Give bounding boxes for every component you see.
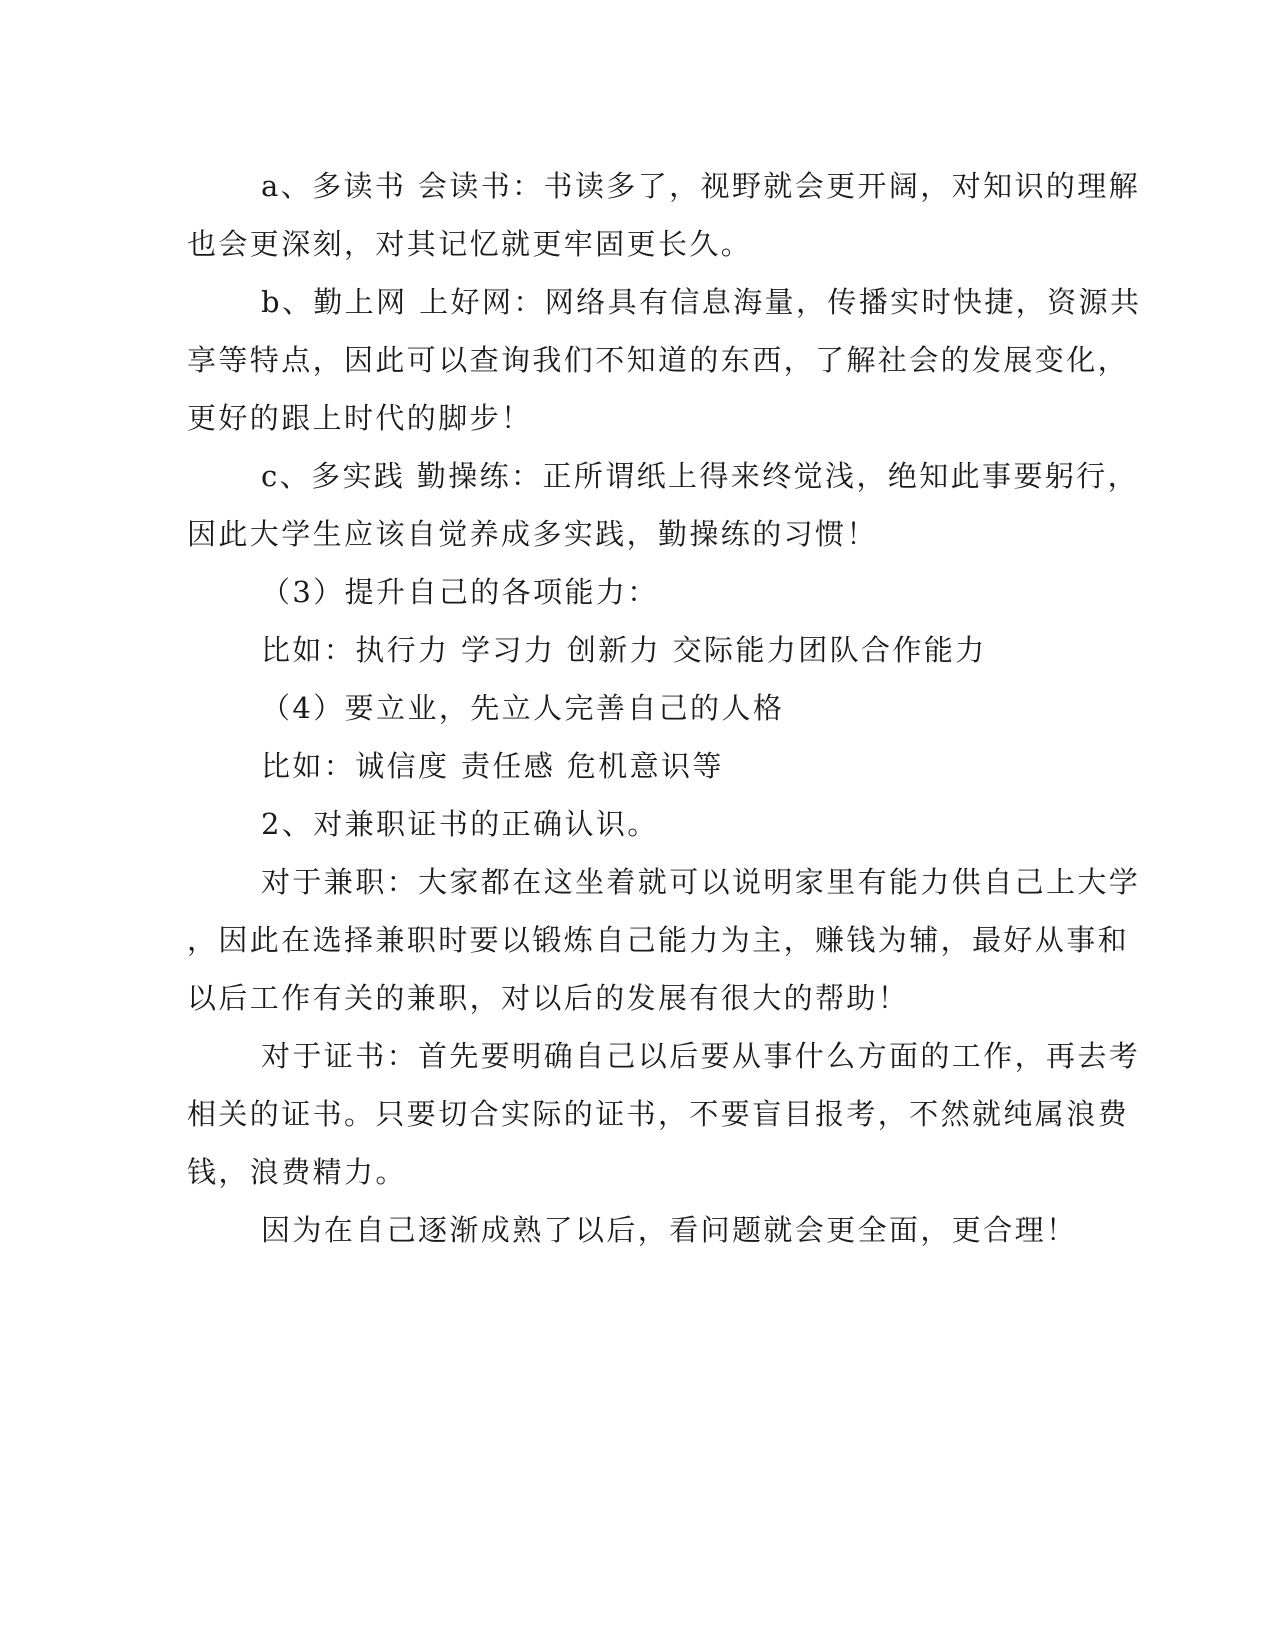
heading-abilities: （3）提升自己的各项能力： [261,575,659,609]
character-examples: 比如：诚信度 责任感 危机意识等 [261,749,724,783]
heading-character: （4）要立业，先立人完善自己的人格 [261,691,785,725]
paragraph-c-line-1: c、多实践 勤操练：正所谓纸上得来终觉浅，绝知此事要躬行， [261,459,1140,493]
part-time-line-1: 对于兼职：大家都在这坐着就可以说明家里有能力供自己上大学 [261,865,1141,899]
abilities-examples: 比如：执行力 学习力 创新力 交际能力团队合作能力 [261,633,987,667]
certificate-line-1: 对于证书：首先要明确自己以后要从事什么方面的工作，再去考 [261,1039,1141,1073]
paragraph-b-line-3: 更好的跟上时代的脚步！ [187,401,533,435]
part-time-line-3: 以后工作有关的兼职，对以后的发展有很大的帮助！ [187,981,910,1015]
certificate-line-3: 钱，浪费精力。 [187,1155,407,1189]
certificate-line-2: 相关的证书。只要切合实际的证书，不要盲目报考，不然就纯属浪费 [187,1097,1130,1131]
paragraph-a-line-1: a、多读书 会读书：书读多了，视野就会更开阔，对知识的理解 [261,169,1141,203]
paragraph-b-line-1: b、勤上网 上好网：网络具有信息海量，传播实时快捷，资源共 [261,285,1142,319]
closing-line: 因为在自己逐渐成熟了以后，看问题就会更全面，更合理！ [261,1213,1078,1247]
paragraph-c-line-2: 因此大学生应该自觉养成多实践，勤操练的习惯！ [187,517,878,551]
section-2-heading: 2、对兼职证书的正确认识。 [261,807,659,841]
paragraph-a-line-2: 也会更深刻，对其记忆就更牢固更长久。 [187,227,753,261]
paragraph-b-line-2: 享等特点，因此可以查询我们不知道的东西，了解社会的发展变化， [187,343,1130,377]
part-time-line-2: ，因此在选择兼职时要以锻炼自己能力为主，赚钱为辅，最好从事和 [187,923,1130,957]
